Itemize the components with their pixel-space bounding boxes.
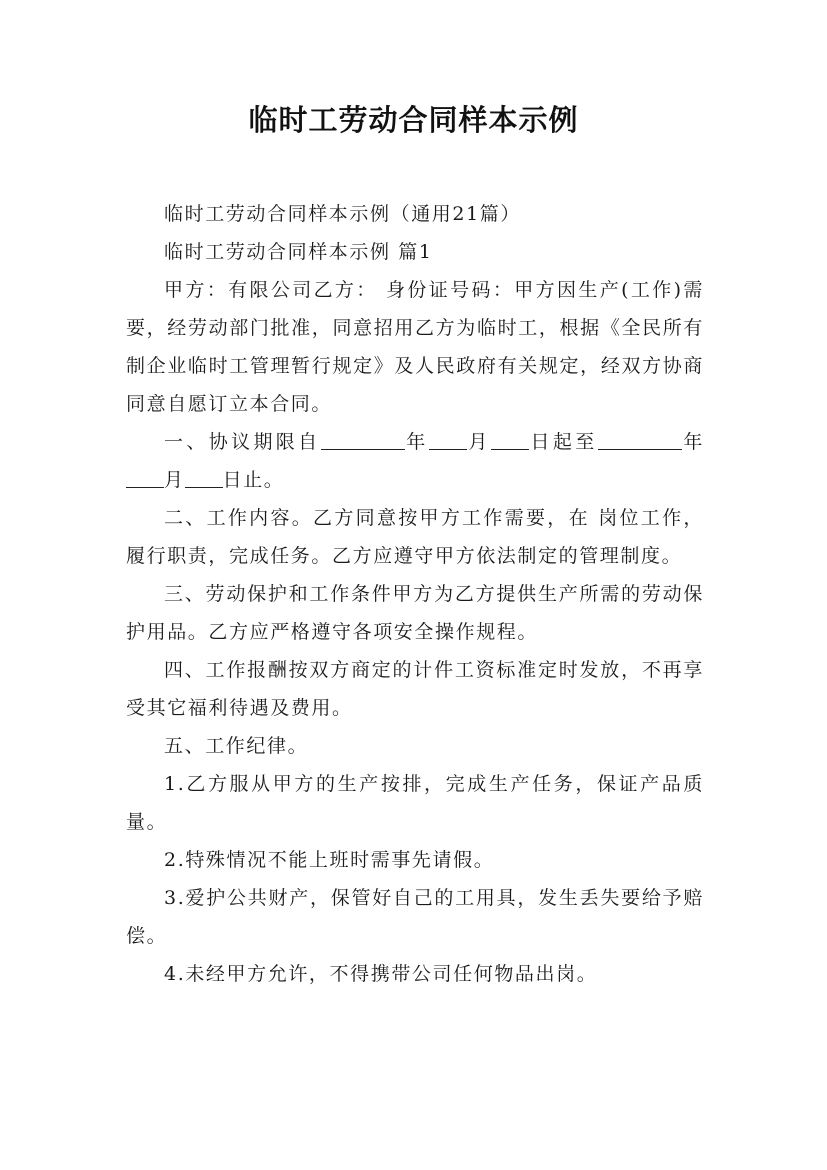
- blank-end-year: [598, 427, 682, 450]
- label-year-start: 年: [404, 431, 429, 453]
- rule-item-3: 3.爱护公共财产，保管好自己的工用具，发生丢失要给予赔偿。: [126, 887, 704, 947]
- clause-labor-protection: 三、劳动保护和工作条件甲方为乙方提供生产所需的劳动保护用品。乙方应严格遵守各项安全操作规程。: [126, 583, 704, 643]
- blank-end-day: [185, 465, 223, 488]
- label-month-end: 月: [164, 469, 185, 491]
- document-subtitle: 临时工劳动合同样本示例（通用21篇）: [164, 203, 521, 225]
- clause-remuneration: 四、工作报酬按双方商定的计件工资标准定时发放，不再享受其它福利待遇及费用。: [126, 659, 704, 719]
- blank-start-year: [321, 427, 405, 450]
- clause-discipline: 五、工作纪律。: [164, 735, 309, 757]
- rule-item-4: 4.未经甲方允许，不得携带公司任何物品出岗。: [164, 963, 598, 985]
- label-month-start: 月: [466, 431, 491, 453]
- label-day-to: 日起至: [528, 431, 598, 453]
- clause-term-paragraph: [126, 423, 704, 499]
- section-heading: 临时工劳动合同样本示例 篇1: [164, 241, 433, 263]
- clause-term-prefix: 一、协议期限自: [164, 431, 321, 453]
- blank-start-month: [429, 427, 467, 450]
- clause-work-content: 二、工作内容。乙方同意按甲方工作需要，在 岗位工作，履行职责，完成任务。乙方应遵守甲方依法制定的管理制度。: [126, 507, 704, 567]
- rule-item-1: 1.乙方服从甲方的生产按排，完成生产任务，保证产品质量。: [126, 773, 704, 833]
- document-body: [126, 195, 704, 993]
- intro-paragraph: 甲方：有限公司乙方： 身份证号码：甲方因生产(工作)需要，经劳动部门批准，同意招用乙方为临时工，根据《全民所有制企业临时工管理暂行规定》及人民政府有关规定，经双方协商同意自愿订立本合同。: [126, 279, 704, 415]
- label-year-end: 年: [681, 431, 704, 453]
- rule-item-2: 2.特殊情况不能上班时需事先请假。: [164, 849, 495, 871]
- document-title: 临时工劳动合同样本示例: [248, 103, 579, 137]
- blank-end-month: [126, 465, 164, 488]
- label-day-end: 日止。: [222, 469, 285, 491]
- blank-start-day: [491, 427, 529, 450]
